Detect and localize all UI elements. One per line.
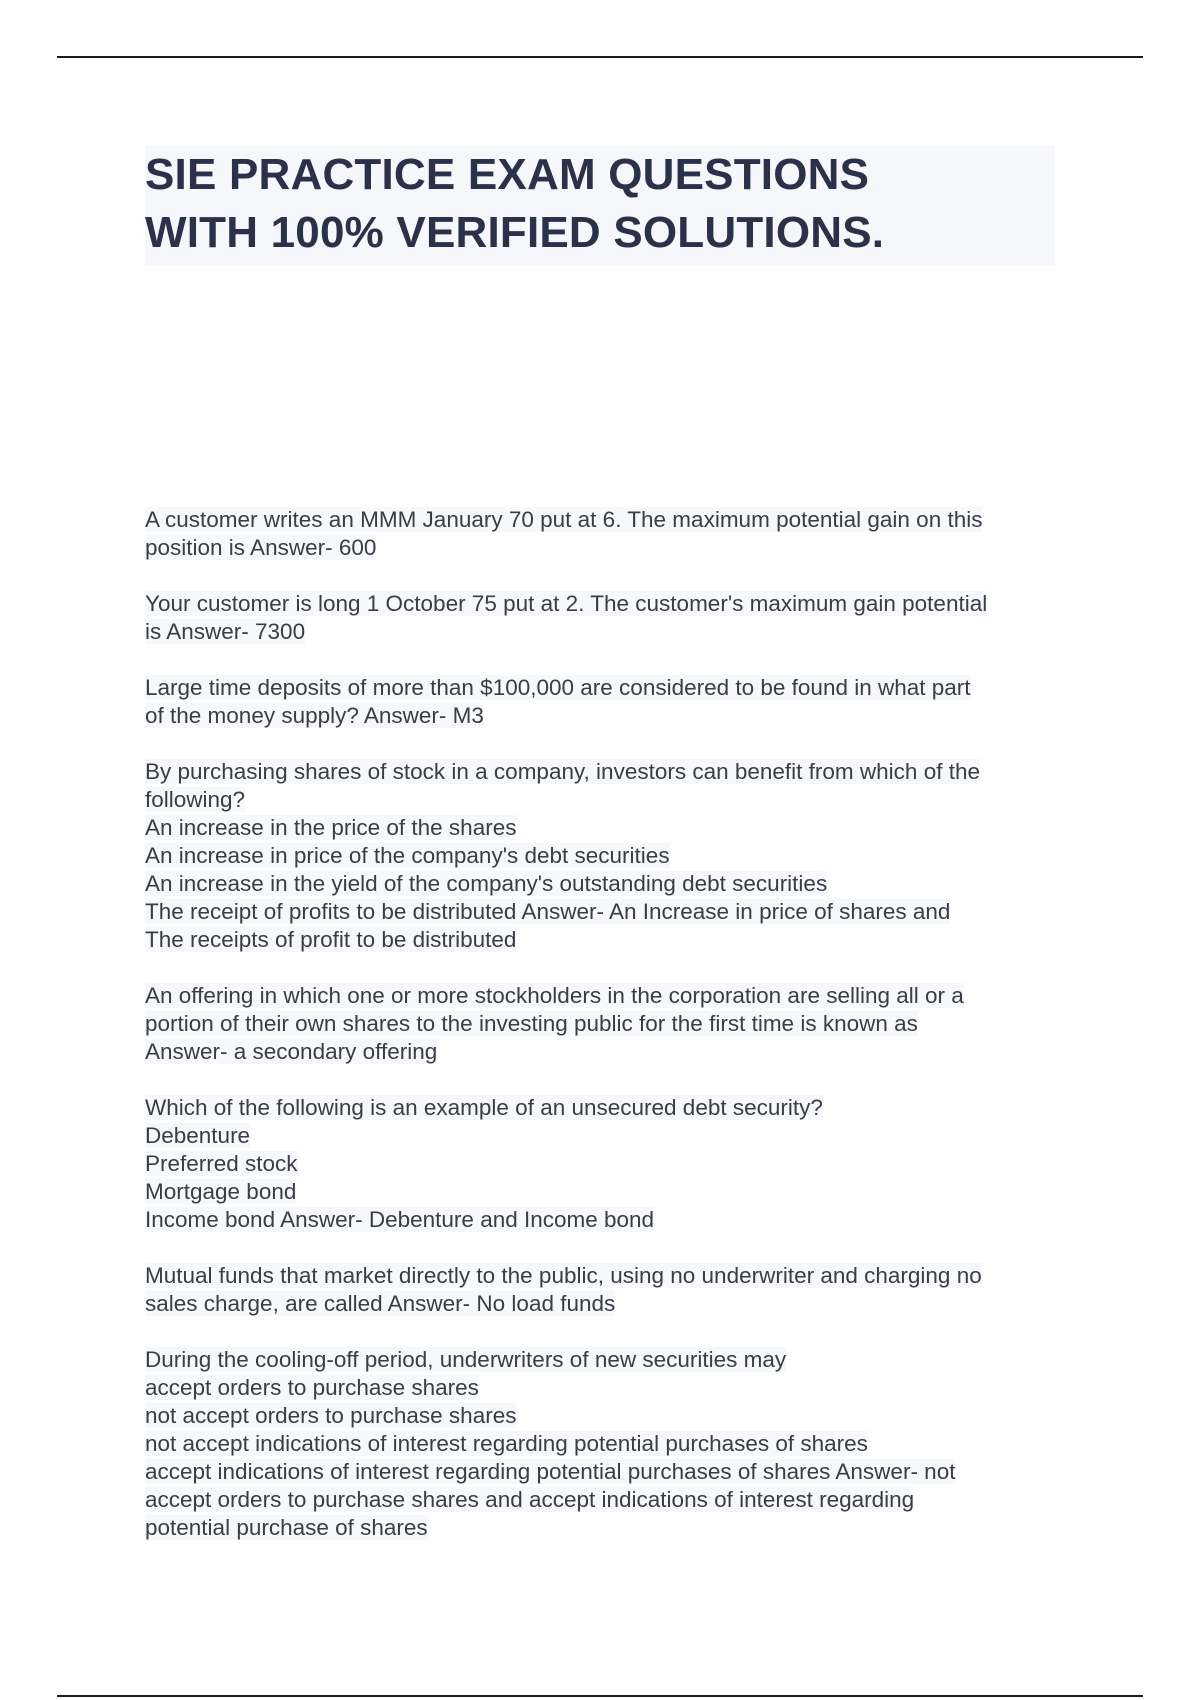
option-line: Mortgage bond xyxy=(145,1179,297,1204)
option-line: An increase in price of the company's debt securities xyxy=(145,843,670,868)
question-line: is Answer- 7300 xyxy=(145,619,306,644)
option-line: Preferred stock xyxy=(145,1151,298,1176)
question-line: portion of their own shares to the investing public for the first time is known as xyxy=(145,1011,918,1036)
question-line: A customer writes an MMM January 70 put at 6. The maximum potential gain on this xyxy=(145,507,983,532)
option-line: accept orders to purchase shares xyxy=(145,1375,479,1400)
document-title xyxy=(145,146,1055,266)
question-line: position is Answer- 600 xyxy=(145,535,377,560)
answer-line: potential purchase of shares xyxy=(145,1515,428,1540)
question-line: sales charge, are called Answer- No load funds xyxy=(145,1291,616,1316)
option-line: not accept orders to purchase shares xyxy=(145,1403,517,1428)
question-item xyxy=(145,506,1065,562)
question-list xyxy=(145,506,1065,1570)
option-line: An increase in the price of the shares xyxy=(145,815,517,840)
option-line: The receipt of profits to be distributed Answer- An Increase in price of shares and xyxy=(145,899,951,924)
question-line: Large time deposits of more than $100,000 are considered to be found in what part xyxy=(145,675,971,700)
question-item xyxy=(145,674,1065,730)
question-line: of the money supply? Answer- M3 xyxy=(145,703,484,728)
question-line: Your customer is long 1 October 75 put at 2. The customer's maximum gain potential xyxy=(145,591,988,616)
answer-line: Answer- a secondary offering xyxy=(145,1039,438,1064)
question-item xyxy=(145,1094,1065,1234)
question-item xyxy=(145,1262,1065,1318)
top-rule xyxy=(57,56,1143,58)
option-line: Income bond Answer- Debenture and Income bond xyxy=(145,1207,655,1232)
question-item xyxy=(145,758,1065,954)
option-line: accept indications of interest regarding potential purchases of shares Answer- not xyxy=(145,1459,956,1484)
title-line: SIE PRACTICE EXAM QUESTIONS xyxy=(145,150,870,199)
question-line: following? xyxy=(145,787,246,812)
option-line: not accept indications of interest regarding potential purchases of shares xyxy=(145,1431,868,1456)
question-line: An offering in which one or more stockholders in the corporation are selling all or a xyxy=(145,983,964,1008)
question-line: Which of the following is an example of an unsecured debt security? xyxy=(145,1095,823,1120)
question-item xyxy=(145,982,1065,1066)
bottom-rule xyxy=(57,1695,1143,1697)
question-item xyxy=(145,1346,1065,1542)
title-line: WITH 100% VERIFIED SOLUTIONS. xyxy=(145,208,885,257)
option-line: Debenture xyxy=(145,1123,251,1148)
answer-line: The receipts of profit to be distributed xyxy=(145,927,517,952)
question-item xyxy=(145,590,1065,646)
answer-line: accept orders to purchase shares and accept indications of interest regarding xyxy=(145,1487,915,1512)
option-line: An increase in the yield of the company's outstanding debt securities xyxy=(145,871,828,896)
question-line: By purchasing shares of stock in a company, investors can benefit from which of the xyxy=(145,759,980,784)
question-line: Mutual funds that market directly to the public, using no underwriter and charging no xyxy=(145,1263,982,1288)
question-line: During the cooling-off period, underwriters of new securities may xyxy=(145,1347,787,1372)
